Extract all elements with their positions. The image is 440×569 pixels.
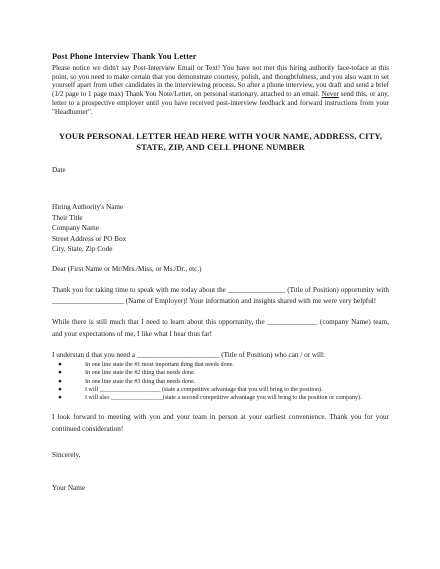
closing-line: Sincerely, xyxy=(52,450,81,459)
bullet-dot-icon: ● xyxy=(58,360,62,368)
bullet-dot-icon: ● xyxy=(58,377,62,385)
document-title: Post Phone Interview Thank You Letter xyxy=(52,52,197,61)
bullet-item xyxy=(52,386,389,394)
bullet-text: In one line state the #2 thing that needs done. xyxy=(85,370,196,377)
bullet-text: In one line state the #3 thing that needs done. xyxy=(85,378,196,385)
bullet-text: In one line state the #1 most important thing that needs done. xyxy=(85,361,234,368)
intro-paragraph xyxy=(52,64,389,116)
body-paragraph-4: I look forward to meeting with you and your team in person at your earliest convenience. Thank you for your continued consideration! xyxy=(52,413,389,433)
letterhead-placeholder xyxy=(52,131,389,152)
bullet-item xyxy=(52,378,389,386)
intro-never-emphasis: Never xyxy=(321,90,339,99)
letter-content xyxy=(52,52,389,494)
address-line: Company Name xyxy=(52,224,99,233)
bullet-dot-icon: ● xyxy=(58,385,62,393)
date-line: Date xyxy=(52,166,66,175)
bullet-text: I will also _________________(state a second competitive advantage you will bring to the position or company). xyxy=(85,395,362,402)
salutation: Dear (First Name or Mr/Mrs./Miss, or Ms./Dr., etc.) xyxy=(52,264,202,273)
address-line: Their Title xyxy=(52,213,83,222)
intro-text-1: Please notice we didn't say Post-Interview Email or Text! You have not met this hiring authority face-toface at this point, so you need to make certain that you demonstrate courtesy, polish, and thoughtfulness, and you also want to set yourself apart from other candidates in the interviewing process. So after a phone interview, you draft and send a brief (1/2 page to 1 page max) Thank You Note/Letter, on personal stationary, attached to an email. xyxy=(52,64,389,99)
signature-name: Your Name xyxy=(52,484,86,493)
address-line: Hiring Authority's Name xyxy=(52,203,124,212)
bullet-text: I will ____________________ (state a competitive advantage that you will bring to the position). xyxy=(85,386,323,393)
letterhead-line-1: YOUR PERSONAL LETTER HEAD HERE WITH YOUR NAME, ADDRESS, CITY, xyxy=(58,131,383,142)
address-line: City, State, Zip Code xyxy=(52,245,113,254)
letterhead-line-2: STATE, ZIP, AND CELL PHONE NUMBER xyxy=(136,141,305,152)
bullet-item xyxy=(52,361,389,369)
body-paragraph-2: While there is still much that I need to learn about this opportunity, the ______________ (company Name) team, and your expectations of me, I like what I hear thus far! xyxy=(52,318,389,338)
address-line: Street Address or PO Box xyxy=(52,234,127,243)
body-paragraph-1: Thank you for taking time to speak with me today about the ________________ (Title of Position) opportunity with ____________________ (Name of Employer)! Your information and insights shared with me were very helpful! xyxy=(52,285,389,306)
recipient-address-block xyxy=(52,202,389,255)
bullet-dot-icon: ● xyxy=(58,369,62,377)
bullet-item xyxy=(52,394,389,402)
bullet-dot-icon: ● xyxy=(58,394,62,402)
body-paragraph-3-intro: I understan d that you need a _______________________ (Title of Position) who can / or will: xyxy=(52,350,326,359)
bullet-item xyxy=(52,369,389,377)
intro-text-2: send this, or any, letter to a prospective employer until you have received post-interview feedback and forward instructions from your "Headhunter". xyxy=(52,90,389,116)
needs-bullet-list xyxy=(52,361,389,402)
